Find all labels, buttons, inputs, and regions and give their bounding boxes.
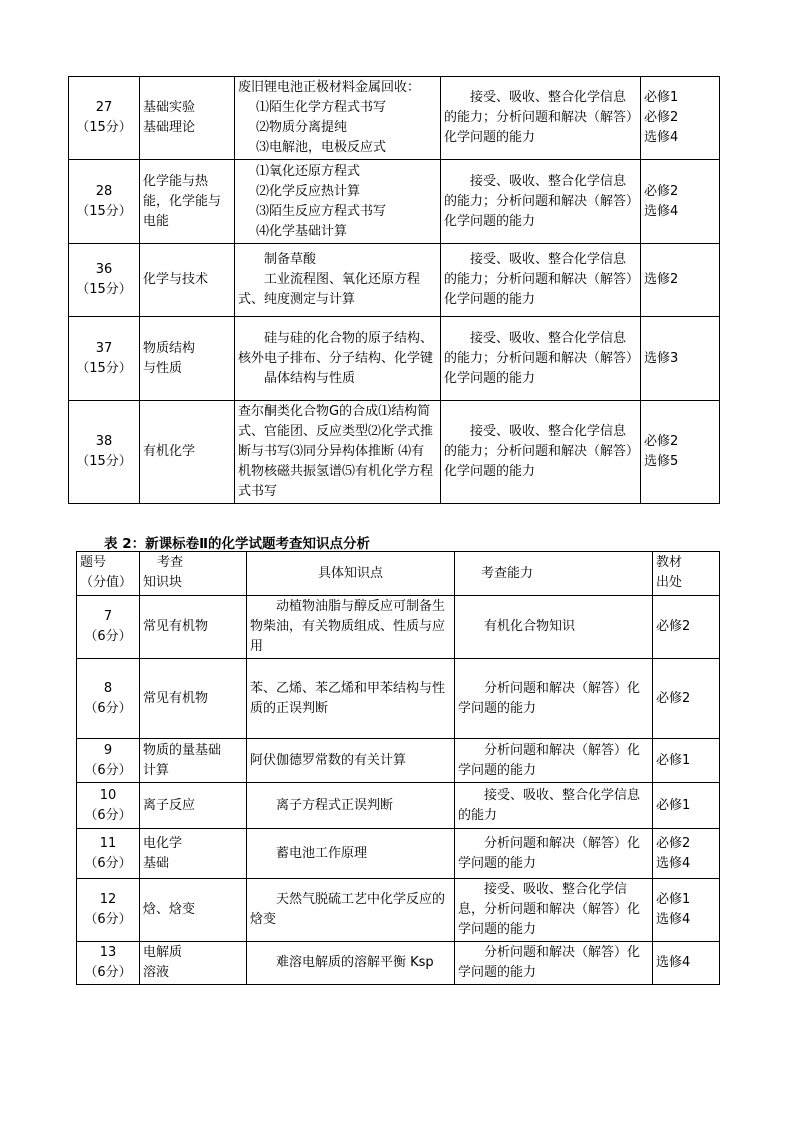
knowledge-points-cell: 离子方程式正误判断 <box>247 783 455 829</box>
ability-cell: 分析问题和解决（解答）化学问题的能力 <box>455 659 653 739</box>
knowledge-points-cell: 制备草酸 工业流程图、氧化还原方程式、纯度测定与计算 <box>235 244 441 317</box>
header-textbook: 教材 出处 <box>653 552 720 596</box>
table-row <box>69 77 720 160</box>
textbook-cell: 选修4 <box>653 942 720 985</box>
ability-cell: 接受、吸收、整合化学信息的能力；分析问题和解决（解答）化学问题的能力 <box>441 77 641 160</box>
question-number-cell: 8 （6分） <box>77 659 140 739</box>
ability-cell: 接受、吸收、整合化学信息的能力；分析问题和解决（解答）化学问题的能力 <box>441 244 641 317</box>
knowledge-block-cell: 焓、焓变 <box>140 879 247 942</box>
table-row <box>77 596 720 659</box>
header-ability: 考查能力 <box>455 552 653 596</box>
knowledge-points-cell: 阿伏伽德罗常数的有关计算 <box>247 739 455 783</box>
knowledge-block-cell: 有机化学 <box>140 401 235 504</box>
knowledge-table-2 <box>76 551 720 985</box>
table-row <box>69 317 720 401</box>
knowledge-points-cell: 硅与硅的化合物的原子结构、核外电子排布、分子结构、化学键 晶体结构与性质 <box>235 317 441 401</box>
ability-cell: 分析问题和解决（解答）化学问题的能力 <box>455 942 653 985</box>
ability-cell: 接受、吸收、整合化学信息，分析问题和解决（解答）化学问题的能力 <box>455 879 653 942</box>
textbook-cell: 选修2 <box>641 244 720 317</box>
table-row <box>77 829 720 879</box>
table-row <box>77 783 720 829</box>
table-row <box>77 942 720 985</box>
knowledge-block-cell: 化学与技术 <box>140 244 235 317</box>
question-number-cell: 10 （6分） <box>77 783 140 829</box>
question-number-cell: 38 （15分） <box>69 401 140 504</box>
knowledge-points-cell: 蓄电池工作原理 <box>247 829 455 879</box>
knowledge-block-cell: 电化学 基础 <box>140 829 247 879</box>
knowledge-points-cell: 苯、乙烯、苯乙烯和甲苯结构与性质的正误判断 <box>247 659 455 739</box>
knowledge-points-cell: 废旧锂电池正极材料金属回收： ⑴陌生化学方程式书写 ⑵物质分离提纯 ⑶电解池，电极反应式 <box>235 77 441 160</box>
ability-cell: 分析问题和解决（解答）化学问题的能力 <box>455 829 653 879</box>
knowledge-points-cell: 查尔酮类化合物G的合成⑴结构简式、官能团、反应类型⑵化学式推断与书写⑶同分异构体推断 ⑷有机物核磁共振氢谱⑸有机化学方程式书写 <box>235 401 441 504</box>
textbook-cell: 必修1 必修2 选修4 <box>641 77 720 160</box>
header-knowledge-points: 具体知识点 <box>247 552 455 596</box>
knowledge-block-cell: 物质结构 与性质 <box>140 317 235 401</box>
question-number-cell: 37 （15分） <box>69 317 140 401</box>
knowledge-points-cell: 动植物油脂与醇反应可制备生物柴油，有关物质组成、性质与应用 <box>247 596 455 659</box>
question-number-cell: 27 （15分） <box>69 77 140 160</box>
ability-cell: 接受、吸收、整合化学信息的能力；分析问题和解决（解答）化学问题的能力 <box>441 317 641 401</box>
ability-cell: 有机化合物知识 <box>455 596 653 659</box>
textbook-cell: 必修1 <box>653 739 720 783</box>
knowledge-points-cell: 难溶电解质的溶解平衡 Ksp <box>247 942 455 985</box>
question-number-cell: 36 （15分） <box>69 244 140 317</box>
knowledge-points-cell: 天然气脱硫工艺中化学反应的焓变 <box>247 879 455 942</box>
header-knowledge-block: 考查 知识块 <box>140 552 247 596</box>
table-2-caption: 表 2：新课标卷Ⅱ的化学试题考查知识点分析 <box>104 536 370 552</box>
table-row <box>69 160 720 244</box>
table-row <box>77 739 720 783</box>
knowledge-points-cell: ⑴氧化还原方程式 ⑵化学反应热计算 ⑶陌生反应方程式书写 ⑷化学基础计算 <box>235 160 441 244</box>
question-number-cell: 13 （6分） <box>77 942 140 985</box>
table-row <box>69 244 720 317</box>
question-number-cell: 12 （6分） <box>77 879 140 942</box>
question-number-cell: 28 （15分） <box>69 160 140 244</box>
knowledge-block-cell: 离子反应 <box>140 783 247 829</box>
table-header-row <box>77 552 720 596</box>
textbook-cell: 选修3 <box>641 317 720 401</box>
table-row <box>69 401 720 504</box>
question-number-cell: 11 （6分） <box>77 829 140 879</box>
knowledge-table-1 <box>68 76 720 504</box>
textbook-cell: 必修1 选修4 <box>653 879 720 942</box>
header-question-number: 题号 （分值） <box>77 552 140 596</box>
question-number-cell: 7 （6分） <box>77 596 140 659</box>
question-number-cell: 9 （6分） <box>77 739 140 783</box>
table-row <box>77 659 720 739</box>
textbook-cell: 必修2 选修5 <box>641 401 720 504</box>
table-row <box>77 879 720 942</box>
ability-cell: 分析问题和解决（解答）化学问题的能力 <box>455 739 653 783</box>
knowledge-block-cell: 物质的量基础 计算 <box>140 739 247 783</box>
knowledge-block-cell: 化学能与热能，化学能与电能 <box>140 160 235 244</box>
textbook-cell: 必修2 选修4 <box>653 829 720 879</box>
textbook-cell: 必修2 <box>653 596 720 659</box>
ability-cell: 接受、吸收、整合化学信息的能力 <box>455 783 653 829</box>
knowledge-block-cell: 基础实验 基础理论 <box>140 77 235 160</box>
ability-cell: 接受、吸收、整合化学信息的能力；分析问题和解决（解答）化学问题的能力 <box>441 160 641 244</box>
textbook-cell: 必修2 选修4 <box>641 160 720 244</box>
textbook-cell: 必修1 <box>653 783 720 829</box>
knowledge-block-cell: 电解质 溶液 <box>140 942 247 985</box>
knowledge-block-cell: 常见有机物 <box>140 596 247 659</box>
textbook-cell: 必修2 <box>653 659 720 739</box>
knowledge-block-cell: 常见有机物 <box>140 659 247 739</box>
ability-cell: 接受、吸收、整合化学信息的能力；分析问题和解决（解答）化学问题的能力 <box>441 401 641 504</box>
